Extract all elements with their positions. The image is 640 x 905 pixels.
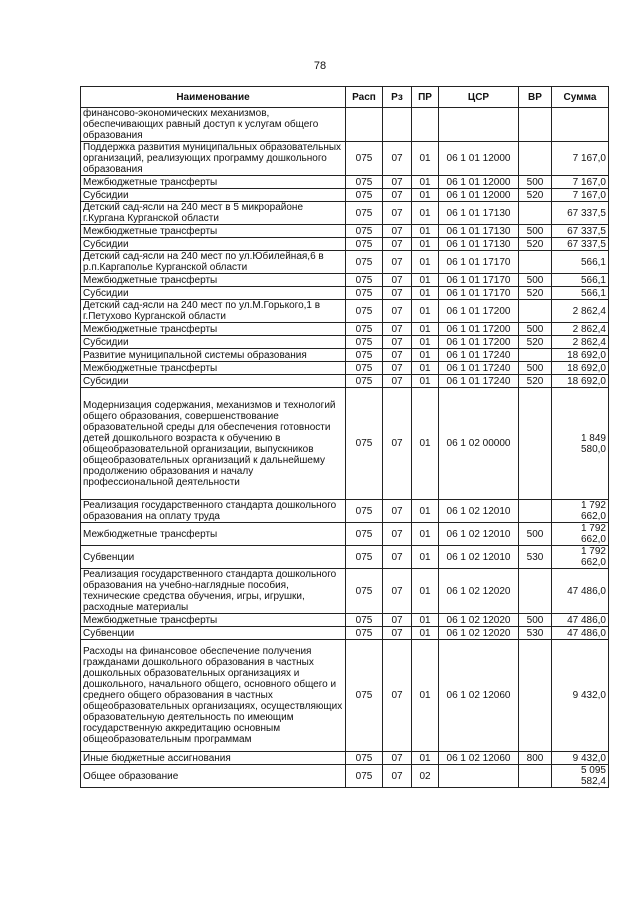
cell-rasp: 075 — [346, 627, 383, 640]
cell-name: Поддержка развития муниципальных образовательных организаций, реализующих программу дошкольного образования — [81, 142, 346, 176]
cell-rz: 07 — [383, 362, 412, 375]
cell-sum: 9 432,0 — [552, 752, 609, 765]
header-pr: ПР — [412, 87, 439, 108]
cell-vr — [519, 640, 552, 752]
cell-rz — [383, 108, 412, 142]
cell-vr — [519, 251, 552, 274]
header-sum: Сумма — [552, 87, 609, 108]
table-row — [81, 274, 609, 287]
cell-rasp: 075 — [346, 287, 383, 300]
cell-rasp: 075 — [346, 523, 383, 546]
cell-rz: 07 — [383, 627, 412, 640]
table-row — [81, 362, 609, 375]
cell-sum — [552, 108, 609, 142]
cell-rz: 07 — [383, 546, 412, 569]
table-row — [81, 640, 609, 752]
cell-name: Межбюджетные трансферты — [81, 362, 346, 375]
cell-pr: 01 — [412, 300, 439, 323]
cell-sum: 7 167,0 — [552, 189, 609, 202]
cell-pr: 01 — [412, 202, 439, 225]
budget-table — [80, 86, 609, 788]
cell-rz: 07 — [383, 176, 412, 189]
table-row — [81, 238, 609, 251]
cell-rz: 07 — [383, 274, 412, 287]
cell-rasp: 075 — [346, 225, 383, 238]
cell-rasp: 075 — [346, 546, 383, 569]
table-row — [81, 627, 609, 640]
table-row — [81, 546, 609, 569]
cell-sum: 18 692,0 — [552, 362, 609, 375]
cell-sum: 566,1 — [552, 274, 609, 287]
table-row — [81, 569, 609, 614]
cell-vr — [519, 300, 552, 323]
cell-pr: 01 — [412, 569, 439, 614]
cell-rasp: 075 — [346, 388, 383, 500]
cell-csr: 06 1 01 17240 — [439, 349, 519, 362]
cell-sum: 566,1 — [552, 251, 609, 274]
cell-name: Расходы на финансовое обеспечение получения гражданами дошкольного образования в частных дошкольных образовательных организациях и дошкольного, начального общего, основного общего и среднего общего образования в частных общеобразовательных организациях, осуществляющих образовательную деятельность по имеющим государственную аккредитацию основным общеобразовательным программам — [81, 640, 346, 752]
cell-vr — [519, 500, 552, 523]
cell-sum: 2 862,4 — [552, 323, 609, 336]
cell-vr: 500 — [519, 176, 552, 189]
cell-sum: 2 862,4 — [552, 336, 609, 349]
cell-csr: 06 1 01 17170 — [439, 287, 519, 300]
cell-vr: 500 — [519, 614, 552, 627]
table-row — [81, 336, 609, 349]
cell-rz: 07 — [383, 500, 412, 523]
cell-name: Реализация государственного стандарта дошкольного образования на оплату труда — [81, 500, 346, 523]
table-row — [81, 202, 609, 225]
cell-sum: 566,1 — [552, 287, 609, 300]
cell-csr: 06 1 02 00000 — [439, 388, 519, 500]
cell-pr: 01 — [412, 176, 439, 189]
cell-rz: 07 — [383, 523, 412, 546]
header-vr: ВР — [519, 87, 552, 108]
cell-sum: 1 849 580,0 — [552, 388, 609, 500]
cell-vr — [519, 108, 552, 142]
cell-csr: 06 1 01 17170 — [439, 274, 519, 287]
cell-pr: 01 — [412, 349, 439, 362]
cell-name: Общее образование — [81, 765, 346, 788]
cell-rz: 07 — [383, 349, 412, 362]
cell-sum: 47 486,0 — [552, 569, 609, 614]
table-body — [81, 108, 609, 788]
header-rz: Рз — [383, 87, 412, 108]
cell-vr — [519, 349, 552, 362]
cell-rz: 07 — [383, 752, 412, 765]
cell-name: финансово-экономических механизмов, обеспечивающих равный доступ к услугам общего образования — [81, 108, 346, 142]
table-row — [81, 251, 609, 274]
cell-name: Модернизация содержания, механизмов и технологий общего образования, совершенствование образовательной среды для обеспечения готовности детей дошкольного возраста к обучению в общеобразовательной организации, выпускников общеобразовательных организаций к дальнейшему продолжению образования и началу профессиональной деятельности — [81, 388, 346, 500]
cell-csr: 06 1 01 12000 — [439, 176, 519, 189]
cell-sum: 67 337,5 — [552, 238, 609, 251]
cell-vr — [519, 569, 552, 614]
cell-rasp: 075 — [346, 765, 383, 788]
cell-sum: 7 167,0 — [552, 176, 609, 189]
cell-pr — [412, 108, 439, 142]
table-row — [81, 225, 609, 238]
cell-rasp: 075 — [346, 300, 383, 323]
cell-rz: 07 — [383, 323, 412, 336]
table-row — [81, 388, 609, 500]
cell-pr: 01 — [412, 323, 439, 336]
cell-sum: 18 692,0 — [552, 375, 609, 388]
cell-name: Субвенции — [81, 546, 346, 569]
cell-sum: 1 792 662,0 — [552, 500, 609, 523]
cell-rz: 07 — [383, 300, 412, 323]
table-row — [81, 142, 609, 176]
cell-rasp: 075 — [346, 614, 383, 627]
cell-rasp: 075 — [346, 238, 383, 251]
cell-rz: 07 — [383, 336, 412, 349]
table-row — [81, 349, 609, 362]
cell-pr: 01 — [412, 189, 439, 202]
cell-vr: 520 — [519, 375, 552, 388]
cell-rasp: 075 — [346, 362, 383, 375]
cell-name: Субсидии — [81, 375, 346, 388]
cell-csr: 06 1 02 12020 — [439, 614, 519, 627]
cell-name: Межбюджетные трансферты — [81, 176, 346, 189]
cell-sum: 67 337,5 — [552, 225, 609, 238]
cell-csr: 06 1 02 12020 — [439, 569, 519, 614]
cell-csr: 06 1 01 17170 — [439, 251, 519, 274]
cell-rz: 07 — [383, 189, 412, 202]
cell-rz: 07 — [383, 225, 412, 238]
cell-rasp: 075 — [346, 349, 383, 362]
cell-pr: 01 — [412, 287, 439, 300]
cell-pr: 01 — [412, 500, 439, 523]
cell-rasp: 075 — [346, 189, 383, 202]
cell-name: Развитие муниципальной системы образования — [81, 349, 346, 362]
cell-vr: 520 — [519, 336, 552, 349]
table-row — [81, 300, 609, 323]
cell-pr: 01 — [412, 251, 439, 274]
cell-rasp: 075 — [346, 251, 383, 274]
cell-csr: 06 1 02 12060 — [439, 752, 519, 765]
cell-csr: 06 1 02 12060 — [439, 640, 519, 752]
table-row — [81, 614, 609, 627]
cell-pr: 01 — [412, 640, 439, 752]
cell-csr: 06 1 01 17240 — [439, 375, 519, 388]
cell-name: Межбюджетные трансферты — [81, 323, 346, 336]
cell-pr: 01 — [412, 362, 439, 375]
cell-vr: 520 — [519, 238, 552, 251]
table-row — [81, 375, 609, 388]
cell-name: Межбюджетные трансферты — [81, 274, 346, 287]
cell-rasp: 075 — [346, 323, 383, 336]
cell-pr: 01 — [412, 375, 439, 388]
cell-pr: 01 — [412, 546, 439, 569]
cell-rz: 07 — [383, 388, 412, 500]
page-number: 78 — [313, 60, 327, 72]
cell-rz: 07 — [383, 238, 412, 251]
table-row — [81, 323, 609, 336]
cell-vr: 530 — [519, 627, 552, 640]
cell-rasp: 075 — [346, 202, 383, 225]
cell-pr: 01 — [412, 142, 439, 176]
cell-csr: 06 1 02 12010 — [439, 523, 519, 546]
cell-csr: 06 1 01 17130 — [439, 202, 519, 225]
cell-csr: 06 1 01 17200 — [439, 323, 519, 336]
cell-csr: 06 1 01 17240 — [439, 362, 519, 375]
table-row — [81, 523, 609, 546]
cell-pr: 01 — [412, 523, 439, 546]
cell-pr: 01 — [412, 336, 439, 349]
cell-sum: 67 337,5 — [552, 202, 609, 225]
cell-sum: 5 095 582,4 — [552, 765, 609, 788]
cell-rz: 07 — [383, 375, 412, 388]
cell-rasp: 075 — [346, 640, 383, 752]
cell-rasp: 075 — [346, 336, 383, 349]
cell-name: Межбюджетные трансферты — [81, 225, 346, 238]
cell-csr: 06 1 02 12020 — [439, 627, 519, 640]
cell-csr — [439, 108, 519, 142]
cell-rz: 07 — [383, 765, 412, 788]
cell-rasp: 075 — [346, 176, 383, 189]
cell-vr: 530 — [519, 546, 552, 569]
cell-rz: 07 — [383, 202, 412, 225]
cell-csr: 06 1 02 12010 — [439, 500, 519, 523]
table-row — [81, 189, 609, 202]
cell-pr: 01 — [412, 388, 439, 500]
cell-name: Субсидии — [81, 238, 346, 251]
header-rasp: Расп — [346, 87, 383, 108]
cell-name: Межбюджетные трансферты — [81, 614, 346, 627]
cell-pr: 01 — [412, 627, 439, 640]
cell-pr: 01 — [412, 614, 439, 627]
cell-vr: 500 — [519, 323, 552, 336]
cell-vr: 800 — [519, 752, 552, 765]
cell-vr: 500 — [519, 362, 552, 375]
cell-name: Реализация государственного стандарта дошкольного образования на учебно-наглядные пособия, технические средства обучения, игры, игрушки, расходные материалы — [81, 569, 346, 614]
cell-rz: 07 — [383, 569, 412, 614]
table-header-row — [81, 87, 609, 108]
cell-sum: 1 792 662,0 — [552, 523, 609, 546]
table-row — [81, 287, 609, 300]
cell-name: Детский сад-ясли на 240 мест по ул.М.Горького,1 в г.Петухово Курганской области — [81, 300, 346, 323]
cell-sum: 2 862,4 — [552, 300, 609, 323]
cell-name: Межбюджетные трансферты — [81, 523, 346, 546]
cell-csr: 06 1 01 12000 — [439, 189, 519, 202]
cell-name: Детский сад-ясли на 240 мест по ул.Юбилейная,6 в р.п.Каргаполье Курганской области — [81, 251, 346, 274]
cell-pr: 01 — [412, 274, 439, 287]
cell-rz: 07 — [383, 640, 412, 752]
table-row — [81, 752, 609, 765]
cell-name: Субвенции — [81, 627, 346, 640]
cell-rz: 07 — [383, 287, 412, 300]
cell-rasp: 075 — [346, 752, 383, 765]
cell-rz: 07 — [383, 142, 412, 176]
cell-sum: 18 692,0 — [552, 349, 609, 362]
cell-sum: 9 432,0 — [552, 640, 609, 752]
cell-name: Иные бюджетные ассигнования — [81, 752, 346, 765]
header-name: Наименование — [81, 87, 346, 108]
cell-csr: 06 1 02 12010 — [439, 546, 519, 569]
cell-pr: 02 — [412, 765, 439, 788]
cell-rz: 07 — [383, 251, 412, 274]
cell-vr: 500 — [519, 523, 552, 546]
cell-rz: 07 — [383, 614, 412, 627]
cell-rasp: 075 — [346, 274, 383, 287]
table-row — [81, 176, 609, 189]
cell-sum: 47 486,0 — [552, 627, 609, 640]
cell-sum: 7 167,0 — [552, 142, 609, 176]
cell-sum: 47 486,0 — [552, 614, 609, 627]
cell-name: Детский сад-ясли на 240 мест в 5 микрорайоне г.Кургана Курганской области — [81, 202, 346, 225]
cell-vr: 520 — [519, 287, 552, 300]
cell-csr: 06 1 01 17200 — [439, 300, 519, 323]
cell-vr — [519, 202, 552, 225]
table-row — [81, 500, 609, 523]
cell-rasp: 075 — [346, 142, 383, 176]
cell-rasp: 075 — [346, 500, 383, 523]
cell-vr: 520 — [519, 189, 552, 202]
cell-pr: 01 — [412, 752, 439, 765]
cell-vr — [519, 765, 552, 788]
cell-rasp: 075 — [346, 569, 383, 614]
cell-csr: 06 1 01 17200 — [439, 336, 519, 349]
table-row — [81, 108, 609, 142]
cell-name: Субсидии — [81, 189, 346, 202]
cell-csr: 06 1 01 17130 — [439, 225, 519, 238]
cell-name: Субсидии — [81, 336, 346, 349]
cell-vr: 500 — [519, 274, 552, 287]
cell-csr: 06 1 01 17130 — [439, 238, 519, 251]
cell-name: Субсидии — [81, 287, 346, 300]
header-csr: ЦСР — [439, 87, 519, 108]
cell-rasp — [346, 108, 383, 142]
cell-rasp: 075 — [346, 375, 383, 388]
cell-sum: 1 792 662,0 — [552, 546, 609, 569]
cell-vr — [519, 142, 552, 176]
cell-pr: 01 — [412, 238, 439, 251]
table-row — [81, 765, 609, 788]
cell-csr: 06 1 01 12000 — [439, 142, 519, 176]
cell-vr — [519, 388, 552, 500]
cell-csr — [439, 765, 519, 788]
cell-pr: 01 — [412, 225, 439, 238]
cell-vr: 500 — [519, 225, 552, 238]
